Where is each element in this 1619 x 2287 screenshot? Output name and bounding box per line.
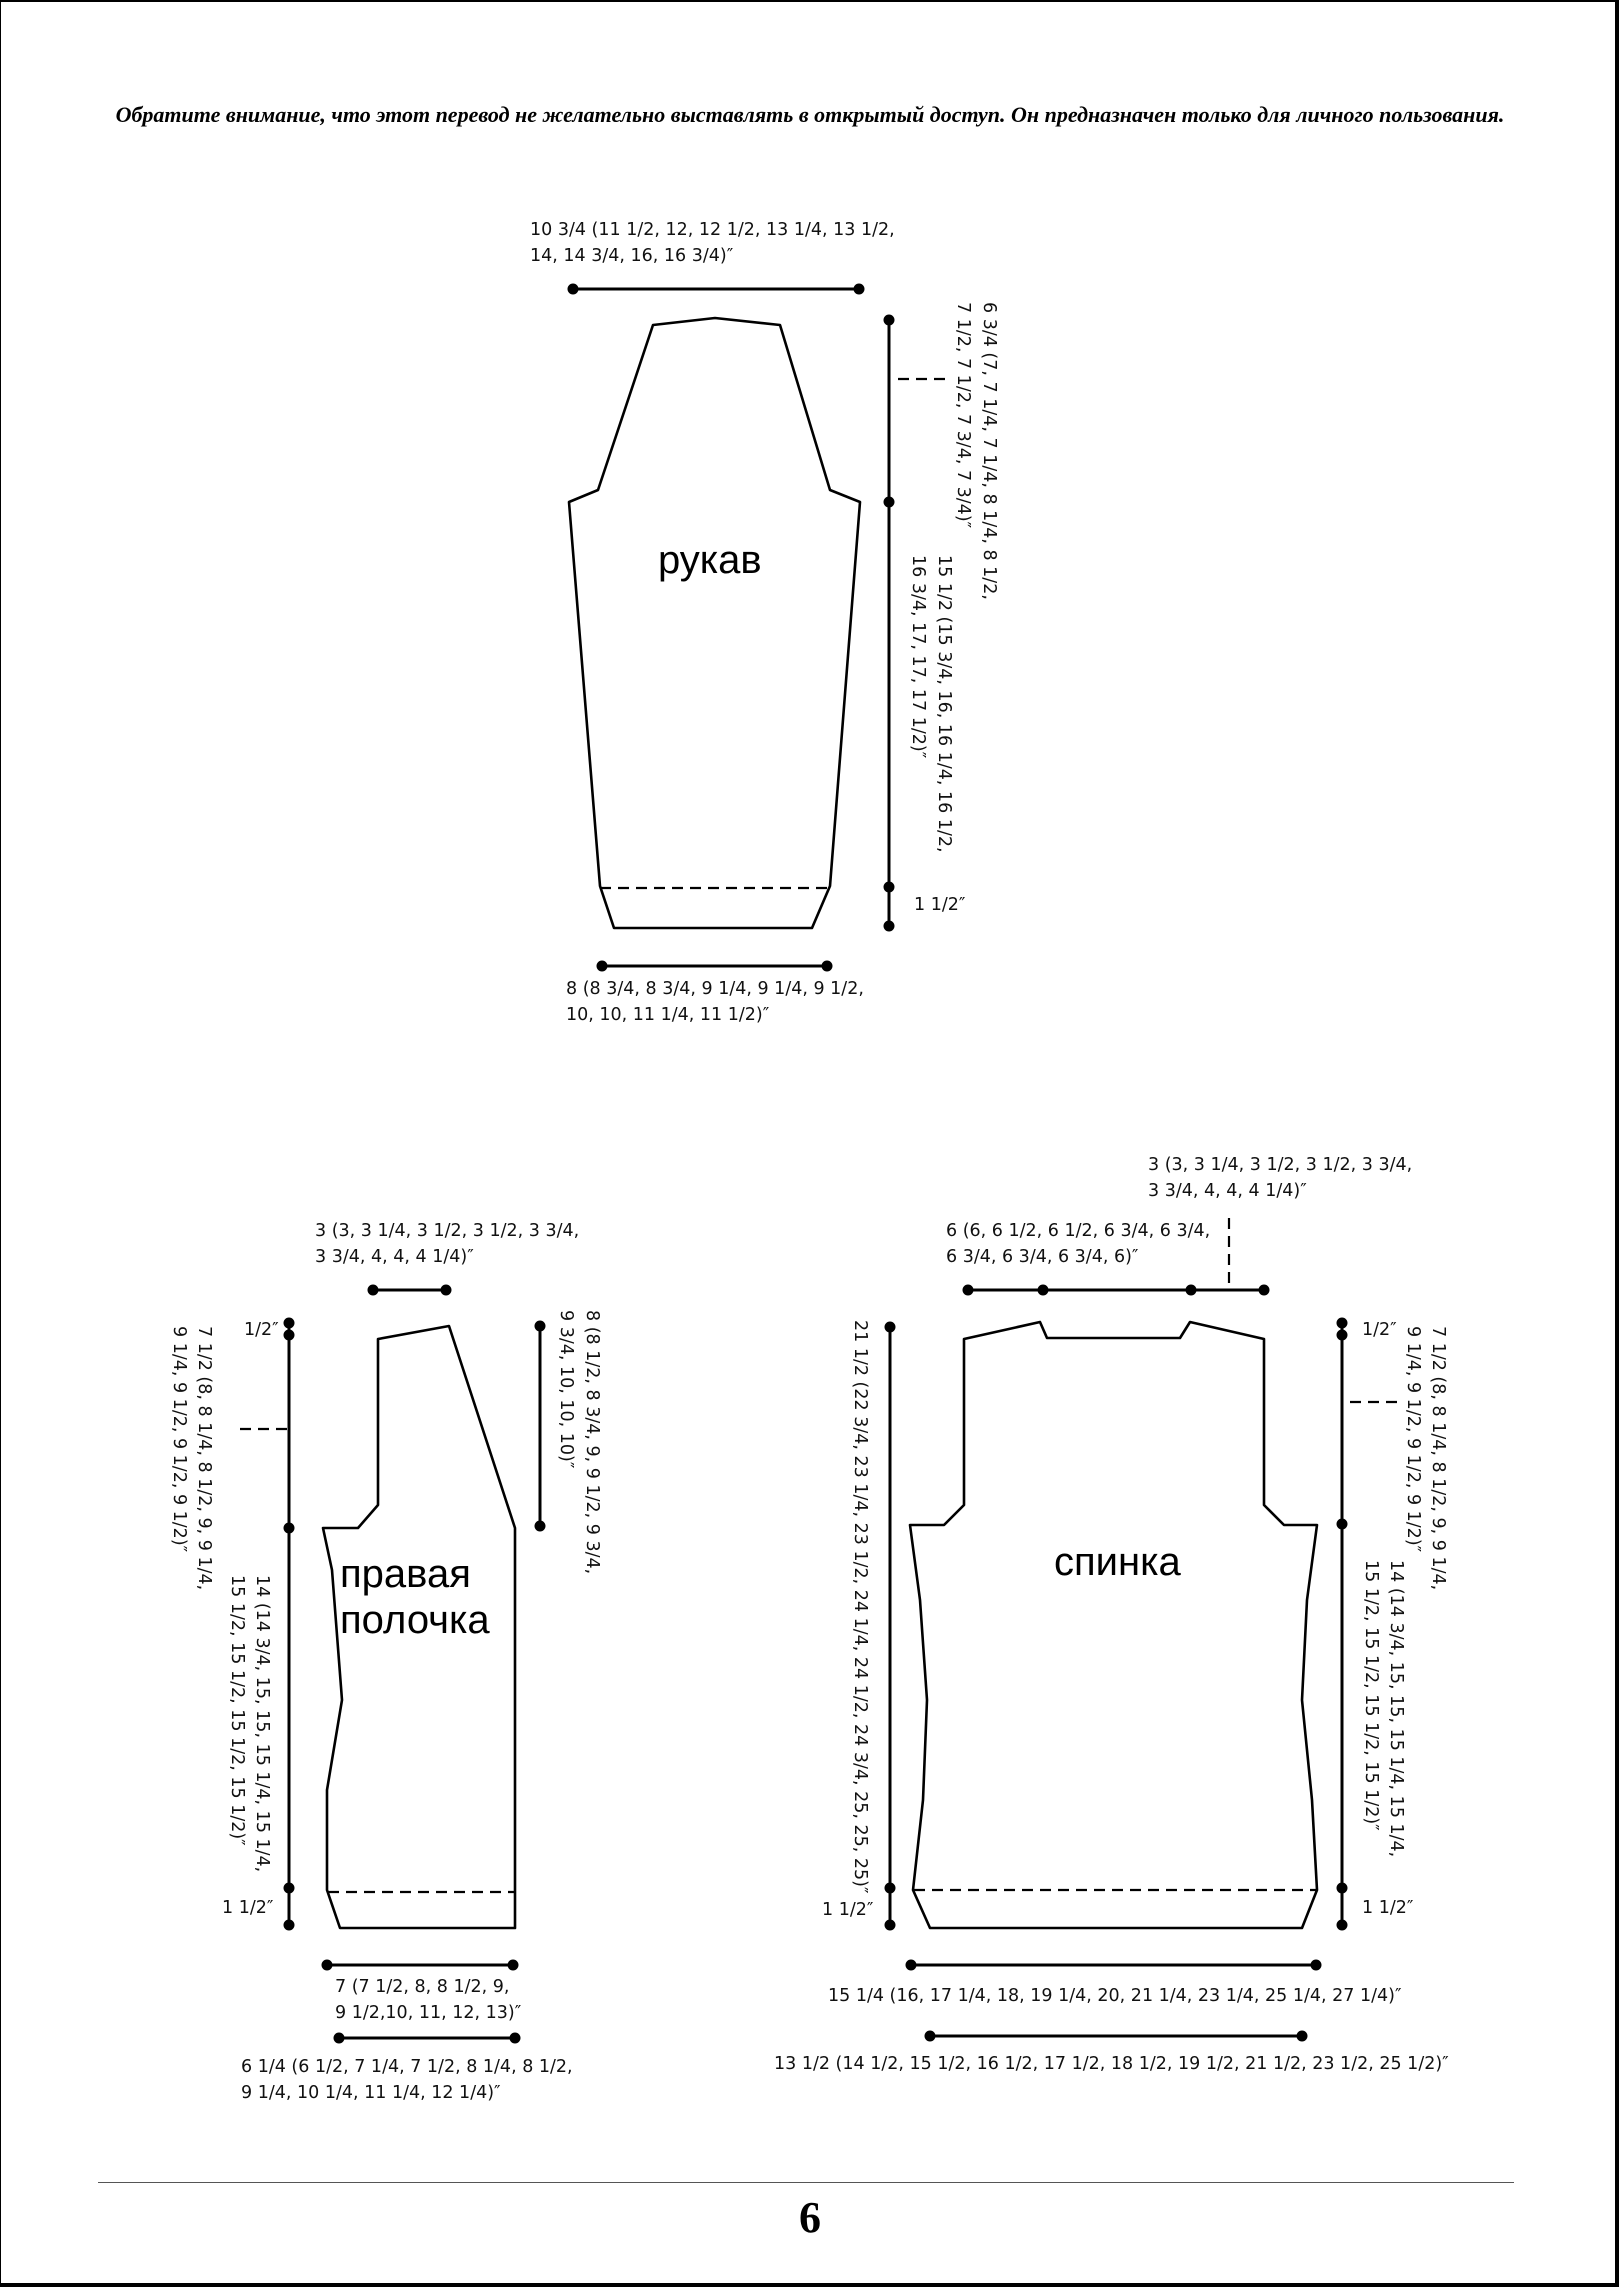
- sleeve-bottom-width-line2: 10, 10, 11 1/4, 11 1/2)″: [566, 1005, 770, 1025]
- sleeve-top-width-line2: 14, 14 3/4, 16, 16 3/4)″: [530, 246, 734, 266]
- right-front-name-line2: полочка: [340, 1598, 490, 1642]
- notice-text: Обратите внимание, что этот перевод не желательно выставлять в открытый доступ. Он предназначен только для личного пользования.: [115, 102, 1505, 127]
- back-outline: [910, 1322, 1317, 1928]
- sleeve-cuff-label: 1 1/2″: [914, 895, 966, 915]
- back-hem-left-label: 1 1/2″: [822, 1900, 874, 1920]
- back-length-label: 21 1/2 (22 3/4, 23 1/4, 23 1/2, 24 1/4, 24 1/2, 24 3/4, 25, 25, 25)″: [850, 1320, 870, 1894]
- sleeve-cap-height-line1: 6 3/4 (7, 7 1/4, 7 1/4, 8 1/4, 8 1/2,: [979, 302, 999, 600]
- front-hem-label: 1 1/2″: [222, 1898, 274, 1918]
- back-width2-label: 13 1/2 (14 1/2, 15 1/2, 16 1/2, 17 1/2, 18 1/2, 19 1/2, 21 1/2, 23 1/2, 25 1/2)″: [774, 2054, 1449, 2074]
- back-neck-line1: 6 (6, 6 1/2, 6 1/2, 6 3/4, 6 3/4,: [946, 1221, 1211, 1241]
- front-top-small-label: 1/2″: [244, 1320, 279, 1340]
- front-width2-line1: 6 1/4 (6 1/2, 7 1/4, 7 1/2, 8 1/4, 8 1/2,: [241, 2057, 573, 2077]
- front-width2-line2: 9 1/4, 10 1/4, 11 1/4, 12 1/4)″: [241, 2083, 501, 2103]
- back-top-small-label: 1/2″: [1362, 1320, 1397, 1340]
- back-hem-right-label: 1 1/2″: [1362, 1898, 1414, 1918]
- back-side-line1: 14 (14 3/4, 15, 15, 15 1/4, 15 1/4,: [1386, 1560, 1406, 1858]
- front-width1-line2: 9 1/2,10, 11, 12, 13)″: [335, 2003, 522, 2023]
- back-width1-label: 15 1/4 (16, 17 1/4, 18, 19 1/4, 20, 21 1/4, 23 1/4, 25 1/4, 27 1/4)″: [828, 1986, 1402, 2006]
- sleeve-top-width-line1: 10 3/4 (11 1/2, 12, 12 1/2, 13 1/4, 13 1/2,: [530, 220, 895, 240]
- front-armhole-line1: 7 1/2 (8, 8 1/4, 8 1/2, 9, 9 1/4,: [194, 1326, 214, 1591]
- sleeve-length-line1: 15 1/2 (15 3/4, 16, 16 1/4, 16 1/2,: [934, 555, 954, 853]
- back-armhole-line2: 9 1/4, 9 1/2, 9 1/2, 9 1/2)″: [1403, 1326, 1423, 1553]
- front-neck-line1: 8 (8 1/2, 8 3/4, 9, 9 1/2, 9 3/4,: [582, 1310, 602, 1575]
- front-shoulder-line1: 3 (3, 3 1/4, 3 1/2, 3 1/2, 3 3/4,: [315, 1221, 580, 1241]
- back-side-line2: 15 1/2, 15 1/2, 15 1/2, 15 1/2)″: [1361, 1560, 1381, 1831]
- front-armhole-line2: 9 1/4, 9 1/2, 9 1/2, 9 1/2)″: [169, 1326, 189, 1553]
- front-width1-line1: 7 (7 1/2, 8, 8 1/2, 9,: [335, 1977, 510, 1997]
- sleeve-outline: [569, 318, 860, 928]
- back-name: спинка: [1054, 1540, 1181, 1584]
- sleeve-name: рукав: [658, 538, 762, 582]
- back-armhole-line1: 7 1/2 (8, 8 1/4, 8 1/2, 9, 9 1/4,: [1428, 1326, 1448, 1591]
- sleeve-length-line2: 16 3/4, 17, 17, 17 1/2)″: [908, 555, 928, 759]
- back-shoulder-line2: 3 3/4, 4, 4, 4 1/4)″: [1148, 1181, 1307, 1201]
- sleeve-bottom-width-line1: 8 (8 3/4, 8 3/4, 9 1/4, 9 1/4, 9 1/2,: [566, 979, 864, 999]
- front-shoulder-line2: 3 3/4, 4, 4, 4 1/4)″: [315, 1247, 474, 1267]
- front-neck-line2: 9 3/4, 10, 10, 10)″: [556, 1310, 576, 1469]
- sleeve-cap-height-line2: 7 1/2, 7 1/2, 7 3/4, 7 3/4)″: [953, 302, 973, 529]
- right-front-name-line1: правая: [340, 1552, 471, 1596]
- footer-rule: [98, 2182, 1514, 2183]
- back-shoulder-line1: 3 (3, 3 1/4, 3 1/2, 3 1/2, 3 3/4,: [1148, 1155, 1413, 1175]
- page-number: 6: [799, 2193, 821, 2242]
- front-side-line1: 14 (14 3/4, 15, 15, 15 1/4, 15 1/4,: [252, 1575, 272, 1873]
- front-side-line2: 15 1/2, 15 1/2, 15 1/2, 15 1/2)″: [227, 1575, 247, 1846]
- back-neck-line2: 6 3/4, 6 3/4, 6 3/4, 6)″: [946, 1247, 1139, 1267]
